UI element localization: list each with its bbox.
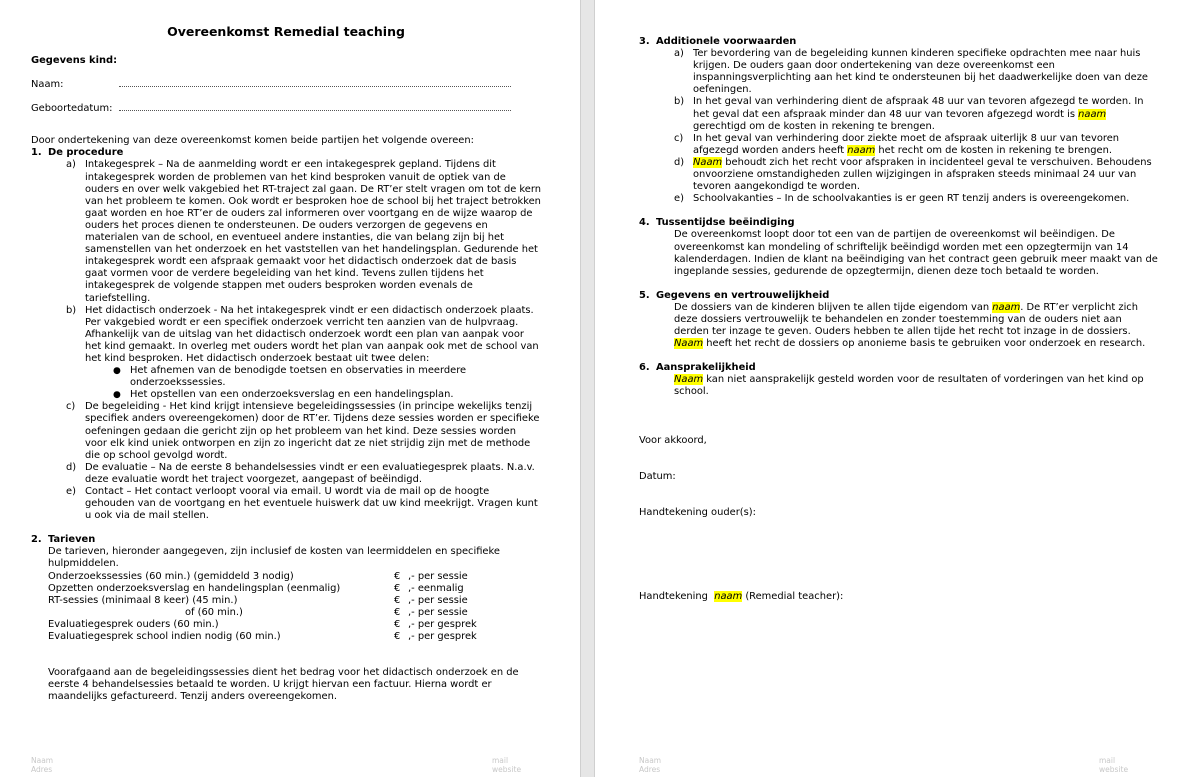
highlighted-name: naam [847, 144, 876, 156]
section-4-heading [639, 217, 1159, 229]
page-left-content [31, 21, 541, 703]
agreement-label: Voor akkoord, [639, 434, 707, 446]
section-number: 2. [31, 534, 42, 546]
list-marker: c) [674, 132, 684, 144]
bullet-item [113, 389, 541, 401]
tariffs-intro: De tarieven, hieronder aangegeven, zijn inclusief de kosten van leermiddelen en specifieke hulpmiddelen. [48, 546, 500, 570]
condition-c-text [693, 133, 1159, 157]
list-item [66, 305, 541, 402]
price-unit: ,- per gesprek [408, 631, 477, 643]
birthdate-dotted-line [119, 104, 511, 111]
list-item [674, 48, 1159, 96]
text-part: het recht om de kosten in rekening te brengen. [875, 144, 1112, 156]
list-marker: b) [66, 304, 77, 316]
bullet-text: Het opstellen van een onderzoeksverslag en een handelingsplan. [130, 389, 454, 401]
text-part: Handtekening [639, 590, 715, 602]
list-item [66, 462, 541, 486]
highlighted-name: naam [714, 590, 743, 602]
section-2-heading [31, 534, 541, 546]
document-page-right [595, 0, 1177, 777]
price-name: Evaluatiegesprek ouders (60 min.) [48, 618, 219, 630]
text-part: behoudt zich het recht voor afspraken in incidenteel geval te verschuiven. Behoudens onvoorziene omstandigheden zullen wijzigingen in afspraken steeds minimaal 24 uur van tevoren aangekondigd te worden. [693, 156, 1152, 193]
price-name: RT-sessies (minimaal 8 keer) (45 min.) [48, 594, 238, 606]
bullet-icon: ● [113, 390, 121, 401]
currency: € [394, 618, 401, 630]
highlighted-name: naam [1078, 108, 1107, 120]
intro-text: Door ondertekening van deze overeenkomst komen beide partijen het volgende overeen: [31, 135, 474, 147]
currency: € [394, 631, 401, 643]
section-number: 6. [639, 362, 650, 374]
document-title: Overeenkomst Remedial teaching [167, 24, 405, 39]
footer-left [31, 756, 53, 774]
footer-mail: mail [1099, 756, 1116, 765]
text-part: In het geval van verhindering dient de afspraak 48 uur van tevoren afgezegd te worden. In het geval dat een afspraak minder dan 48 uur van tevoren afgezegd wordt is [693, 96, 1144, 120]
currency: € [394, 570, 401, 582]
price-row [48, 571, 541, 583]
highlighted-name: Naam [693, 156, 723, 168]
price-unit: ,- eenmalig [408, 582, 464, 594]
payment-closing-text: Voorafgaand aan de begeleidingssessies dient het bedrag voor het didactisch onderzoek en de eerste 4 behandelsessies betaald te worden. U krijgt hiervan een factuur. Hierna wordt er maandelijks gefactureerd. Tenzij anders overeengekomen. [48, 667, 519, 703]
bullet-icon: ● [113, 366, 121, 377]
birthdate-field[interactable] [31, 103, 541, 115]
date-field[interactable]: Datum: [639, 470, 676, 482]
condition-a-text: Ter bevordering van de begeleiding kunnen kinderen specifieke opdrachten mee naar huis krijgen. De ouders gaan door ondertekening van deze overeenkomst een inspanningsverplichting aan het kind te ondersteunen bij het daadwerkelijke doen van deze oefeningen. [693, 48, 1148, 96]
list-marker: a) [674, 48, 684, 60]
footer-name: Naam [31, 756, 54, 765]
intake-text: Intakegesprek – Na de aanmelding wordt er een intakegesprek gepland. Tijdens dit intakegesprek worden de problemen van het kind besproken vanuit de optiek van de ouders en over welk vakgebied het RT-traject zal gaan. De RT’er stelt vragen om tot de kern van het probleem te komen. Ook wordt er besproken hoe de school bij het traject betrokken gaat worden en hoe RT’er de ouders zal informeren over voortgang en de wijze waarop de ouders het proces dienen te ondersteunen. De ouders verzorgen de gegevens en materialen van de school, en eventueel andere instanties, die van belang zijn bij het samenstellen van het onderzoek en het vaststellen van het handelingsplan. Gedurende het intakegesprek wordt een afspraak gemaakt voor het didactisch onderzoek dat de basis gaat vormen voor de verdere begeleiding van het kind. Tevens zullen tijdens het intakegesprek de volgende stappen met ouders besproken worden evenals de tariefstelling. [85, 159, 542, 304]
list-item [674, 193, 1159, 205]
text-part: kan niet aansprakelijk gesteld worden voor de resultaten of vorderingen van het kind op school. [674, 374, 1144, 398]
procedure-list [66, 159, 541, 522]
currency: € [394, 582, 401, 594]
liability-text [674, 374, 1159, 398]
footer-website: website [1099, 765, 1129, 774]
list-marker: d) [674, 156, 685, 168]
condition-b-text [693, 96, 1159, 132]
list-item [66, 486, 541, 522]
footer-address: Adres [31, 765, 53, 774]
highlighted-name: naam [992, 301, 1021, 313]
price-unit: ,- per sessie [408, 594, 468, 606]
evaluation-text: De evaluatie – Na de eerste 8 behandelsessies vindt er een evaluatiegesprek plaats. N.a.v. deze evaluatie wordt het traject voorgezet, aangepast of beëindigd. [85, 461, 535, 485]
section-number: 3. [639, 36, 650, 47]
conditions-list [674, 48, 1159, 205]
section-title: Tussentijdse beëindiging [656, 217, 795, 229]
price-row [48, 607, 541, 619]
section-title: De procedure [48, 147, 124, 159]
text-part: In het geval van verhindering door ziekte moet de afspraak uiterlijk 8 uur van tevoren afgezegd worden anders heeft [693, 132, 1120, 156]
section-6-heading [639, 362, 1159, 374]
text-part: (Remedial teacher): [742, 590, 844, 602]
child-data-heading: Gegevens kind: [31, 55, 118, 66]
text-part: De dossiers van de kinderen blijven te allen tijde eigendom van [674, 301, 993, 313]
section-5-heading [639, 290, 1159, 302]
tariffs-block [48, 546, 541, 703]
list-item [66, 401, 541, 461]
price-row [48, 631, 541, 643]
confidentiality-text [674, 302, 1159, 350]
termination-text: De overeenkomst loopt door tot een van de partijen de overeenkomst wil beëindigen. De overeenkomst kan mondeling of schriftelijk beëindigd worden met een opzegtermijn van 14 kalenderdagen. Indien de klant na beëindiging van het contract geen gebruik meer maakt van de ingeplande sessies, gedurende de opzegtermijn, dienen deze toch betaald te worden. [674, 229, 1158, 277]
guidance-text: De begeleiding - Het kind krijgt intensieve begeleidingssessies (in principe wekelijks tenzij specifiek anders overeengekomen) door de RT’er. Tijdens deze sessies worden er specifieke oefeningen gedaan die gericht zijn op het probleem van het kind. Deze sessies worden voor elk kind uniek ontworpen en zijn zo ingericht dat ze niet strijdig zijn met de methode die op school gevolgd wordt. [85, 401, 540, 461]
section-number: 5. [639, 289, 650, 301]
section-title: Aansprakelijkheid [656, 362, 756, 374]
footer-left [639, 756, 661, 774]
list-marker: e) [674, 193, 684, 205]
section-title: Tarieven [48, 534, 96, 546]
document-page-left [0, 0, 580, 777]
price-name: of (60 min.) [185, 606, 243, 618]
text-part: gerechtigd om de kosten in rekening te brengen. [693, 120, 935, 132]
list-item [674, 133, 1159, 157]
section-title: Additionele voorwaarden [656, 36, 797, 47]
text-part: heeft het recht de dossiers op anonieme basis te gebruiken voor onderzoek en research. [703, 338, 1146, 350]
bullet-text: Het afnemen van de benodigde toetsen en observaties in meerdere onderzoekssessies. [130, 365, 467, 389]
price-unit: ,- per gesprek [408, 618, 477, 630]
page-right-content [639, 36, 1159, 603]
footer-right [1099, 756, 1128, 774]
section-number: 4. [639, 217, 650, 229]
price-row [48, 619, 541, 631]
price-row [48, 583, 541, 595]
currency: € [394, 606, 401, 618]
price-name: Evaluatiegesprek school indien nodig (60 min.) [48, 631, 281, 643]
list-marker: b) [674, 96, 685, 108]
teacher-signature-field[interactable] [639, 591, 1159, 603]
list-marker: c) [66, 401, 76, 413]
didactic-research-body: Het didactisch onderzoek - Na het intakegesprek vindt er een didactisch onderzoek plaats. Per vakgebied wordt er een specifiek onderzoek verricht ten aanzien van de hulpvraag. Afhankelijk van de uitslag van het didactisch onderzoek wordt een plan van aanpak voor het kind gemaakt. In overleg met ouders wordt het plan van aanpak ook met de school van het kind besproken. Het didactisch onderzoek bestaat uit twee delen: [85, 304, 539, 364]
section-3-heading [639, 36, 1159, 48]
price-name: Opzetten onderzoeksverslag en handelingsplan (eenmalig) [48, 582, 341, 594]
price-unit: ,- per sessie [408, 606, 468, 618]
bullet-item [113, 365, 541, 389]
section-1-heading [31, 147, 541, 159]
page-gutter [580, 0, 595, 777]
name-dotted-line [119, 80, 511, 87]
footer-mail: mail [492, 756, 509, 765]
footer-website: website [492, 765, 522, 774]
list-item [674, 157, 1159, 193]
list-marker: a) [66, 159, 76, 171]
list-marker: e) [66, 486, 76, 497]
text-part: . De RT’er verplicht zich deze dossiers vertrouwelijk te behandelen en zonder toestemming van de ouders niet aan derden ter inzage te geven. Ouders hebben te allen tijde het recht tot inzage in de dossiers. [674, 301, 1138, 338]
parents-signature-field[interactable]: Handtekening ouder(s): [639, 506, 756, 518]
section-title: Gegevens en vertrouwelijkheid [656, 289, 830, 301]
section-number: 1. [31, 147, 42, 159]
birthdate-label: Geboortedatum: [31, 103, 113, 115]
price-row [48, 595, 541, 607]
name-label: Naam: [31, 79, 64, 91]
contact-text: Contact – Het contact verloopt vooral via email. U wordt via de mail op de hoogte gehouden van de voortgang en het eventuele huiswerk dat uw kind meekrijgt. Vragen kunt u ook via de mail stellen. [85, 486, 538, 522]
name-field[interactable] [31, 79, 541, 91]
list-item [674, 96, 1159, 132]
price-name: Onderzoekssessies (60 min.) (gemiddeld 3 nodig) [48, 570, 294, 582]
bullet-list [113, 365, 541, 401]
footer-address: Adres [639, 765, 661, 774]
currency: € [394, 594, 401, 606]
price-unit: ,- per sessie [408, 570, 468, 582]
condition-e-text: Schoolvakanties – In de schoolvakanties is er geen RT tenzij anders is overeengekomen. [693, 193, 1130, 205]
highlighted-name: Naam [674, 338, 704, 350]
footer-right [492, 756, 521, 774]
footer-name: Naam [639, 756, 662, 765]
list-item [66, 159, 541, 304]
condition-d-text [693, 157, 1159, 193]
list-marker: d) [66, 461, 77, 473]
highlighted-name: Naam [674, 374, 704, 386]
didactic-research-text [85, 305, 541, 402]
